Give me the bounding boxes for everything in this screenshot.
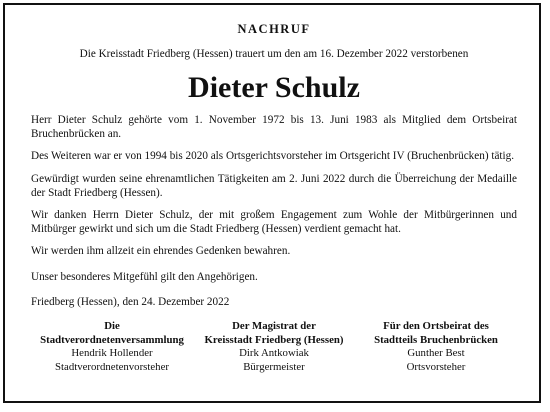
deceased-name: Dieter Schulz — [188, 71, 360, 104]
place-date: Friedberg (Hessen), den 24. Dezember 2022 — [31, 295, 230, 308]
signature-magistrate — [193, 320, 355, 374]
signature-org-line1: Für den Ortsbeirat des — [383, 320, 489, 333]
signature-org-line2: Stadtteils Bruchenbrücken — [374, 333, 498, 346]
signature-role: Ortsvorsteher — [406, 360, 466, 373]
paragraph-membership: Herr Dieter Schulz gehörte vom 1. November 1972 bis 13. Juni 1983 als Mitglied dem Ortsbeirat Bruchenbrücken an. — [31, 114, 517, 141]
signature-org-line2: Kreisstadt Friedberg (Hessen) — [204, 333, 344, 346]
signature-org-line1: Die — [104, 320, 120, 333]
signature-org-line2: Stadtverordnetenversammlung — [40, 333, 184, 346]
signature-local-council — [355, 320, 517, 374]
paragraph-medal: Gewürdigt wurden seine ehrenamtlichen Tätigkeiten am 2. Juni 2022 durch die Überreichung der Medaille der Stadt Friedberg (Hessen). — [31, 172, 517, 199]
notice-heading: NACHRUF — [237, 22, 311, 36]
paragraph-remembrance: Wir werden ihm allzeit ein ehrendes Gedenken bewahren. — [31, 245, 291, 258]
signature-role: Bürgermeister — [243, 360, 305, 373]
signatures — [31, 320, 517, 374]
paragraph-condolence: Unser besonderes Mitgefühl gilt den Angehörigen. — [31, 270, 258, 283]
signature-council — [31, 320, 193, 374]
obituary-notice — [31, 22, 517, 374]
signature-org-line1: Der Magistrat der — [232, 320, 316, 333]
signature-person: Dirk Antkowiak — [239, 347, 309, 360]
signature-person: Gunther Best — [407, 347, 465, 360]
signature-role: Stadtverordnetenvorsteher — [55, 360, 169, 373]
signature-person: Hendrik Hollender — [71, 347, 153, 360]
paragraph-court-role: Des Weiteren war er von 1994 bis 2020 als Ortsgerichtsvorsteher im Ortsgericht IV (Bruchenbrücken) tätig. — [31, 150, 515, 163]
notice-intro: Die Kreisstadt Friedberg (Hessen) trauert um den am 16. Dezember 2022 verstorbenen — [79, 48, 469, 60]
paragraph-thanks: Wir danken Herrn Dieter Schulz, der mit großem Engagement zum Wohle der Mitbürgerinnen und Mitbürger gewirkt und sich um die Stadt Friedberg (Hessen) verdient gemacht hat. — [31, 209, 517, 236]
